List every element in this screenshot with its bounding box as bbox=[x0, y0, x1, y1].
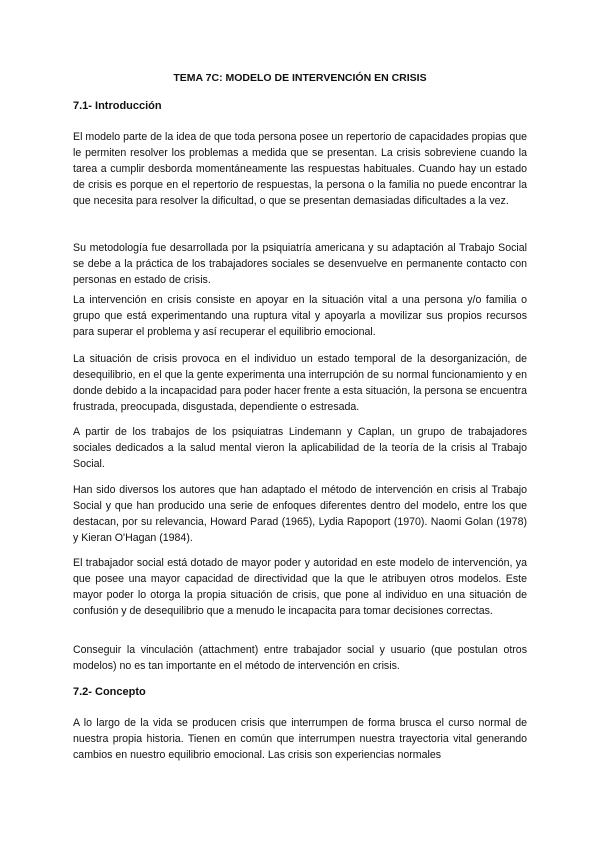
paragraph: El modelo parte de la idea de que toda persona posee un repertorio de capacidades propias que le permiten resolver los problemas a medida que se presentan. La crisis sobreviene cuando la tarea a cumplir desborda momentáneamente las respuestas habituales. Cuando hay un estado de crisis es porque en el repertorio de respuestas, la persona o la familia no puede encontrar la que necesita para resolver la dificultad, o que se presentan demasiadas dificultades a la vez. bbox=[73, 131, 527, 207]
paragraph: A partir de los trabajos de los psiquiatras Lindemann y Caplan, un grupo de trabajadores sociales dedicados a la salud mental vieron la aplicabilidad de la teoría de la crisis al Trabajo Social. bbox=[73, 426, 527, 470]
paragraph: A lo largo de la vida se producen crisis que interrumpen de forma brusca el curso normal de nuestra propia historia. Tienen en común que interrumpen nuestra trayectoria vital generando cambios en nuestro equilibrio emocional. Las crisis son experiencias normales bbox=[73, 717, 527, 761]
paragraph: El trabajador social está dotado de mayor poder y autoridad en este modelo de intervención, ya que posee una mayor capacidad de directividad que la que le atribuyen otros modelos. Este mayor poder lo otorga la propia situación de crisis, que pone al individuo en una situación de confusión y de desequilibrio que a menudo le incapacita para tomar decisiones correctas. bbox=[73, 557, 527, 617]
section-heading-concepto: 7.2- Concepto bbox=[73, 686, 146, 698]
section-heading-introduccion: 7.1- Introducción bbox=[73, 100, 162, 112]
document-title: TEMA 7C: MODELO DE INTERVENCIÓN EN CRISIS bbox=[173, 72, 427, 84]
paragraph: Conseguir la vinculación (attachment) entre trabajador social y usuario (que postulan otros modelos) no es tan importante en el método de intervención en crisis. bbox=[73, 644, 527, 672]
paragraph: La situación de crisis provoca en el individuo un estado temporal de la desorganización, de desequilibrio, en el que la gente experimenta una interrupción de su normal funcionamiento y en donde debido a la incapacidad para poder hacer frente a esta situación, la persona se encuentra frustrada, preocupada, disgustada, dependiente o estresada. bbox=[73, 353, 527, 413]
paragraph: Han sido diversos los autores que han adaptado el método de intervención en crisis al Trabajo Social y que han producido una serie de enfoques diferentes dentro del modelo, entre los que destacan, por su relevancia, Howard Parad (1965), Lydia Rapoport (1970). Naomi Golan (1978) y Kieran O'Hagan (1984). bbox=[73, 484, 527, 544]
paragraph: La intervención en crisis consiste en apoyar en la situación vital a una persona y/o familia o grupo que está experimentando una ruptura vital y apoyarla a movilizar sus propios recursos para superar el problema y así recuperar el equilibrio emocional. bbox=[73, 294, 527, 338]
paragraph: Su metodología fue desarrollada por la psiquiatría americana y su adaptación al Trabajo Social se debe a la práctica de los trabajadores sociales se desenvuelve en permanente contacto con personas en estado de crisis. bbox=[73, 242, 527, 286]
